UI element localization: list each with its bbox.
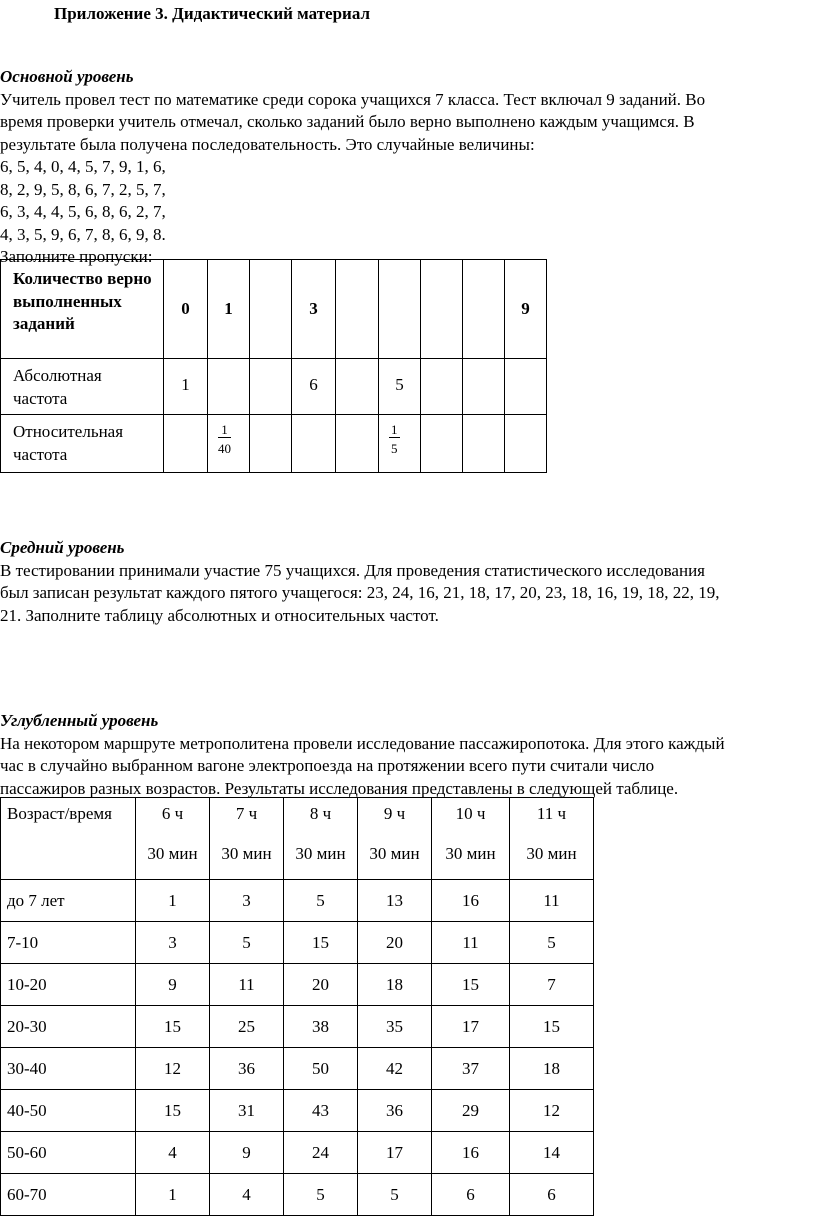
relative-row <box>1 415 547 473</box>
middle-section <box>0 537 816 627</box>
passenger-table <box>0 797 594 1216</box>
passenger-count-cell: 4 <box>210 1174 284 1216</box>
passenger-count-cell: 35 <box>358 1006 432 1048</box>
passenger-count-cell: 4 <box>136 1132 210 1174</box>
passenger-count-cell: 29 <box>432 1090 510 1132</box>
passenger-count-cell: 24 <box>284 1132 358 1174</box>
passenger-count-cell: 20 <box>284 964 358 1006</box>
hour-label: 11 ч <box>536 804 567 823</box>
count-label: Количество верно выполненных заданий <box>1 260 164 359</box>
passenger-count-cell: 3 <box>136 922 210 964</box>
passenger-count-cell: 12 <box>510 1090 594 1132</box>
count-cell: 9 <box>505 260 547 359</box>
fraction-denominator: 5 <box>391 441 398 456</box>
passenger-count-cell: 15 <box>510 1006 594 1048</box>
table-row <box>1 1090 594 1132</box>
time-header <box>136 798 210 880</box>
advanced-heading: Углубленный уровень <box>0 711 159 730</box>
passenger-count-cell: 36 <box>358 1090 432 1132</box>
passenger-count-cell: 5 <box>358 1174 432 1216</box>
passenger-count-cell: 18 <box>358 964 432 1006</box>
passenger-count-cell: 6 <box>510 1174 594 1216</box>
absolute-cell: 5 <box>379 359 421 415</box>
passenger-count-cell: 5 <box>510 922 594 964</box>
relative-cell <box>505 415 547 473</box>
advanced-section <box>0 710 816 800</box>
frequency-table <box>0 259 547 473</box>
middle-line: В тестировании принимали участие 75 учащихся. Для проведения статистического исследования <box>0 560 705 580</box>
absolute-cell <box>463 359 505 415</box>
time-header <box>210 798 284 880</box>
hour-label: 6 ч <box>161 804 184 823</box>
passenger-count-cell: 15 <box>432 964 510 1006</box>
passenger-header-row <box>1 798 594 880</box>
relative-cell <box>164 415 208 473</box>
passenger-count-cell: 9 <box>210 1132 284 1174</box>
count-cell: 3 <box>292 260 336 359</box>
middle-heading: Средний уровень <box>0 538 125 557</box>
absolute-row <box>1 359 547 415</box>
advanced-line: На некотором маршруте метрополитена провели исследование пассажиропотока. Для этого каждый <box>0 733 725 753</box>
absolute-cell <box>505 359 547 415</box>
fraction-numerator: 1 <box>391 422 398 437</box>
table-row <box>1 1174 594 1216</box>
passenger-count-cell: 11 <box>210 964 284 1006</box>
fraction-denominator: 40 <box>218 441 231 456</box>
passenger-count-cell: 37 <box>432 1048 510 1090</box>
absolute-label: Абсолютная частота <box>1 359 164 415</box>
passenger-count-cell: 12 <box>136 1048 210 1090</box>
passenger-count-cell: 16 <box>432 1132 510 1174</box>
corner-header: Возраст/время <box>1 798 136 880</box>
age-group-cell: 50-60 <box>1 1132 136 1174</box>
passenger-count-cell: 15 <box>284 922 358 964</box>
age-group-cell: 10-20 <box>1 964 136 1006</box>
age-rows <box>1 880 594 1216</box>
fraction-numerator: 1 <box>218 423 231 438</box>
table-row <box>1 1048 594 1090</box>
passenger-count-cell: 17 <box>432 1006 510 1048</box>
count-cell <box>250 260 292 359</box>
age-group-cell: 30-40 <box>1 1048 136 1090</box>
middle-line: 21. Заполните таблицу абсолютных и относительных частот. <box>0 605 439 625</box>
advanced-line: пассажиров разных возрастов. Результаты исследования представлены в следующей таблице. <box>0 778 679 798</box>
minute-label: 30 мин <box>147 844 198 863</box>
passenger-count-cell: 6 <box>432 1174 510 1216</box>
passenger-count-cell: 31 <box>210 1090 284 1132</box>
passenger-count-cell: 20 <box>358 922 432 964</box>
time-header <box>510 798 594 880</box>
passenger-count-cell: 14 <box>510 1132 594 1174</box>
age-group-cell: до 7 лет <box>1 880 136 922</box>
passenger-count-cell: 25 <box>210 1006 284 1048</box>
table-row <box>1 964 594 1006</box>
relative-cell <box>463 415 505 473</box>
passenger-count-cell: 36 <box>210 1048 284 1090</box>
table-row <box>1 922 594 964</box>
passenger-count-cell: 38 <box>284 1006 358 1048</box>
relative-cell <box>336 415 379 473</box>
hour-label: 7 ч <box>235 804 258 823</box>
passenger-count-cell: 7 <box>510 964 594 1006</box>
absolute-cell: 6 <box>292 359 336 415</box>
passenger-count-cell: 1 <box>136 1174 210 1216</box>
passenger-count-cell: 11 <box>432 922 510 964</box>
relative-label: Относительная частота <box>1 415 164 473</box>
middle-line: был записан результат каждого пятого учащегося: 23, 24, 16, 21, 18, 17, 20, 23, 18, 16, 19, 18, 22, 19, <box>0 583 720 602</box>
table-row <box>1 880 594 922</box>
age-group-cell: 20-30 <box>1 1006 136 1048</box>
count-cell <box>463 260 505 359</box>
passenger-count-cell: 13 <box>358 880 432 922</box>
absolute-cell: 1 <box>164 359 208 415</box>
basic-heading: Основной уровень <box>0 67 134 86</box>
basic-line: время проверки учитель отмечал, сколько заданий было верно выполнено каждым учащимся. В <box>0 112 695 131</box>
fraction <box>218 423 231 456</box>
passenger-count-cell: 15 <box>136 1090 210 1132</box>
minute-label: 30 мин <box>221 844 272 863</box>
passenger-count-cell: 16 <box>432 880 510 922</box>
passenger-count-cell: 42 <box>358 1048 432 1090</box>
relative-cell <box>250 415 292 473</box>
table-row <box>1 1132 594 1174</box>
advanced-line: час в случайно выбранном вагоне электропоезда на протяжении всего пути считали число <box>0 756 655 775</box>
hour-label: 8 ч <box>309 804 332 823</box>
time-header <box>284 798 358 880</box>
passenger-count-cell: 5 <box>210 922 284 964</box>
sequence-row: 6, 5, 4, 0, 4, 5, 7, 9, 1, 6, <box>0 157 166 176</box>
count-cell <box>421 260 463 359</box>
count-cell <box>336 260 379 359</box>
passenger-count-cell: 5 <box>284 880 358 922</box>
page-title: Приложение 3. Дидактический материал <box>54 4 371 23</box>
passenger-count-cell: 18 <box>510 1048 594 1090</box>
relative-cell <box>208 415 250 473</box>
count-cell: 0 <box>164 260 208 359</box>
passenger-count-cell: 3 <box>210 880 284 922</box>
count-cell: 1 <box>208 260 250 359</box>
sequence-row: 4, 3, 5, 9, 6, 7, 8, 6, 9, 8. <box>0 224 166 244</box>
minute-label: 30 мин <box>369 844 420 863</box>
count-cell <box>379 260 421 359</box>
passenger-count-cell: 1 <box>136 880 210 922</box>
minute-label: 30 мин <box>526 844 577 863</box>
passenger-count-cell: 43 <box>284 1090 358 1132</box>
sequence-row: 6, 3, 4, 4, 5, 6, 8, 6, 2, 7, <box>0 202 166 221</box>
age-group-cell: 7-10 <box>1 922 136 964</box>
basic-line: результате была получена последовательность. Это случайные величины: <box>0 134 535 154</box>
fraction <box>389 423 400 456</box>
basic-instruction: Заполните пропуски: <box>0 247 153 266</box>
hour-label: 9 ч <box>383 804 406 823</box>
sequence-row: 8, 2, 9, 5, 8, 6, 7, 2, 5, 7, <box>0 179 166 199</box>
passenger-count-cell: 9 <box>136 964 210 1006</box>
passenger-count-cell: 50 <box>284 1048 358 1090</box>
basic-section <box>0 66 816 269</box>
passenger-count-cell: 15 <box>136 1006 210 1048</box>
time-header <box>358 798 432 880</box>
minute-label: 30 мин <box>295 844 346 863</box>
relative-cell <box>421 415 463 473</box>
absolute-cell <box>208 359 250 415</box>
passenger-count-cell: 11 <box>510 880 594 922</box>
age-group-cell: 60-70 <box>1 1174 136 1216</box>
hour-label: 10 ч <box>455 804 486 823</box>
absolute-cell <box>250 359 292 415</box>
basic-line: Учитель провел тест по математике среди сорока учащихся 7 класса. Тест включал 9 заданий. Во <box>0 89 706 109</box>
time-header <box>432 798 510 880</box>
count-row <box>1 260 547 359</box>
absolute-cell <box>336 359 379 415</box>
relative-cell <box>292 415 336 473</box>
absolute-cell <box>421 359 463 415</box>
passenger-count-cell: 5 <box>284 1174 358 1216</box>
minute-label: 30 мин <box>445 844 496 863</box>
relative-cell <box>379 415 421 473</box>
passenger-count-cell: 17 <box>358 1132 432 1174</box>
age-group-cell: 40-50 <box>1 1090 136 1132</box>
table-row <box>1 1006 594 1048</box>
